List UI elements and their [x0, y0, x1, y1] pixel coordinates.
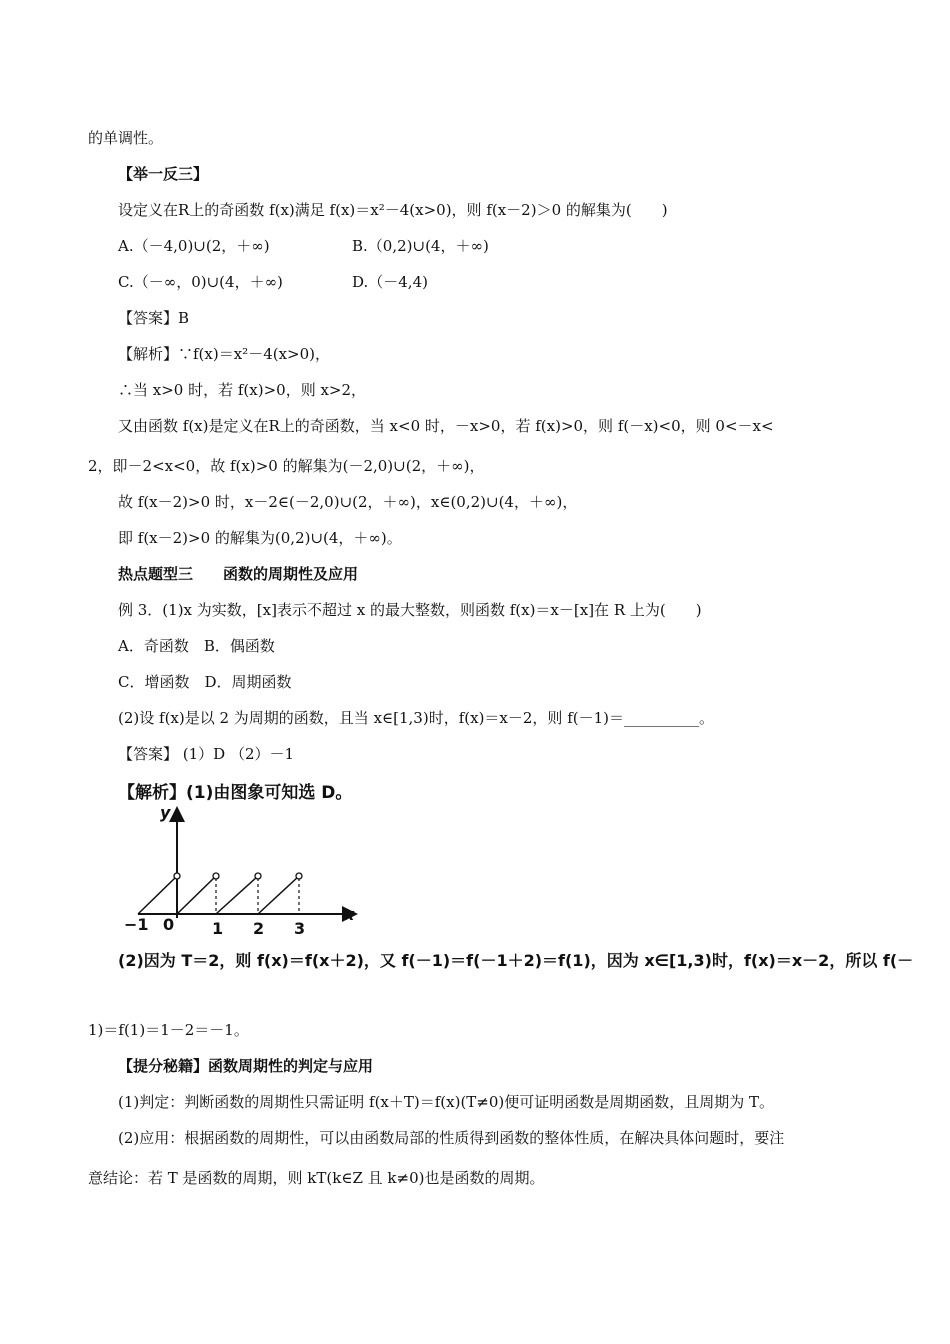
tip-line: 意结论：若 T 是函数的周期，则 kT(k∈Z 且 k≠0)也是函数的周期。 [88, 1169, 545, 1187]
option-c: C.（－∞，0)∪(4，＋∞) [118, 273, 283, 291]
option-line: A．奇函数 B．偶函数 [118, 637, 275, 655]
tip-line: (1)判定：判断函数的周期性只需证明 f(x＋T)＝f(x)(T≠0)便可证明函数是周期函数，且周期为 T。 [118, 1093, 775, 1111]
graph-segment [177, 876, 216, 914]
text-line: 1)＝f(1)＝1－2＝－1。 [88, 1021, 249, 1039]
tip-line: (2)应用：根据函数的周期性，可以由函数局部的性质得到函数的整体性质，在解决具体问题时，要注 [118, 1129, 785, 1147]
graph-segment [216, 876, 258, 914]
question-text: (2)设 f(x)是以 2 为周期的函数，且当 x∈[1,3)时，f(x)＝x－2，则 f(－1)＝__________。 [118, 709, 714, 727]
open-point [296, 873, 302, 879]
open-point [255, 873, 261, 879]
section-heading: 【举一反三】 [118, 165, 209, 183]
option-d: D.（－4,4) [352, 273, 428, 291]
analysis-line: 即 f(x－2)>0 的解集为(0,2)∪(4，＋∞)。 [118, 529, 402, 547]
tick-label: 2 [253, 919, 265, 938]
answer-line: 【答案】 (1）D （2）－1 [118, 745, 295, 763]
graph-caption: (2)因为 T＝2，则 f(x)＝f(x＋2)，又 f(－1)＝f(－1＋2)＝f(1)，因为 x∈[1,3)时，f(x)＝x－2，所以 f(－ [118, 951, 914, 970]
option-a: A.（－4,0)∪(2，＋∞) [118, 237, 270, 255]
open-point [174, 873, 180, 879]
tick-label: −1 [124, 915, 149, 934]
question-text: 设定义在R上的奇函数 f(x)满足 f(x)＝x²－4(x>0)，则 f(x－2)＞0 的解集为( ) [118, 201, 668, 219]
option-b: B.（0,2)∪(4，＋∞) [352, 237, 489, 255]
analysis-line: 【解析】∵f(x)＝x²－4(x>0)， [118, 345, 331, 363]
graph-segment [258, 876, 299, 914]
analysis-line: 2，即－2<x<0，故 f(x)>0 的解集为(－2,0)∪(2，＋∞)， [88, 457, 485, 475]
open-point [213, 873, 219, 879]
y-axis-label: y [160, 803, 171, 822]
option-line: C．增函数 D．周期函数 [118, 673, 292, 691]
analysis-line: 又由函数 f(x)是定义在R上的奇函数，当 x<0 时，－x>0，若 f(x)>0，则 f(－x)<0，则 0<－x< [118, 417, 774, 435]
answer-line: 【答案】B [118, 309, 190, 327]
tick-label: 1 [212, 919, 224, 938]
x-axis-label: x [344, 905, 355, 924]
analysis-line: ∴当 x>0 时，若 f(x)>0，则 x>2， [118, 381, 367, 399]
sawtooth-graph [118, 802, 378, 938]
section-heading: 热点题型三 函数的周期性及应用 [118, 565, 359, 583]
tick-label: 3 [294, 919, 306, 938]
text-line: 的单调性。 [88, 129, 164, 147]
graph-title: 【解析】(1)由图象可知选 D。 [118, 783, 353, 803]
question-text: 例 3．(1)x 为实数，[x]表示不超过 x 的最大整数，则函数 f(x)＝x－[x]在 R 上为( ) [118, 601, 702, 619]
analysis-line: 故 f(x－2)>0 时，x－2∈(－2,0)∪(2，＋∞)，x∈(0,2)∪(4，＋∞)， [118, 493, 578, 511]
graph-segment [138, 876, 177, 914]
section-heading: 【提分秘籍】函数周期性的判定与应用 [118, 1057, 374, 1075]
solution-graph-block [118, 772, 914, 992]
origin-label: 0 [163, 915, 175, 934]
